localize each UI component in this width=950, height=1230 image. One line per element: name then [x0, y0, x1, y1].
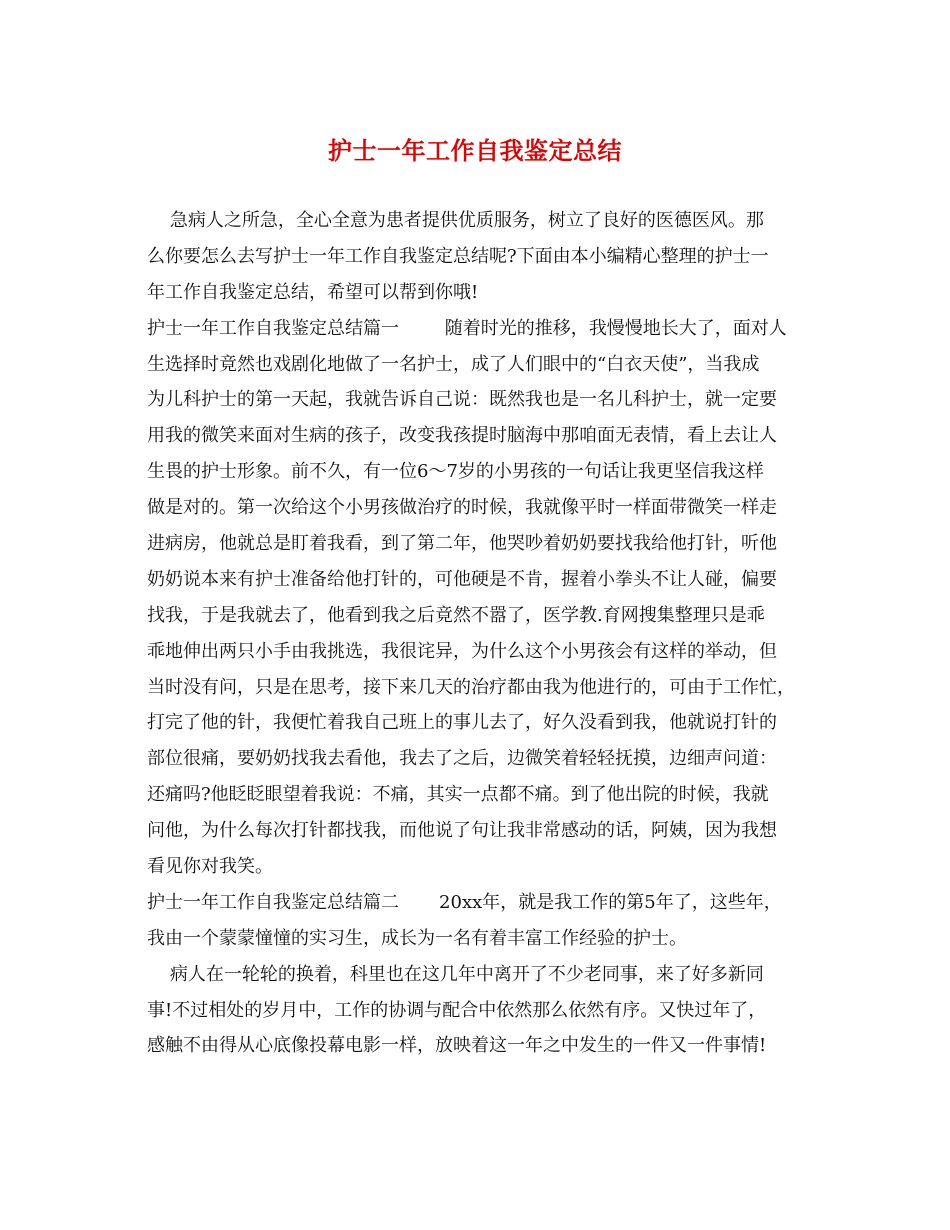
paragraph-line: 找我，于是我就去了，他看到我之后竟然不嚣了，医学教.育网搜集整理只是乖 — [147, 604, 765, 626]
paragraph-line: 为儿科护士的第一天起，我就告诉自己说：既然我也是一名儿科护士，就一定要 — [147, 389, 777, 411]
paragraph-line: 年工作自我鉴定总结，希望可以帮到你哦! — [147, 281, 479, 303]
document-title: 护士一年工作自我鉴定总结 — [328, 136, 622, 165]
paragraph-line: 问他，为什么每次打针都找我，而他说了句让我非常感动的话，阿姨，因为我想 — [147, 820, 777, 842]
section-heading-line: 护士一年工作自我鉴定总结篇二 20xx年，就是我工作的第5年了，这些年， — [147, 891, 782, 913]
paragraph-line: 生选择时竟然也戏剧化地做了一名护士，成了人们眼中的“白衣天使”，当我成 — [147, 353, 760, 375]
paragraph-line: 感触不由得从心底像投幕电影一样，放映着这一年之中发生的一件又一件事情! — [147, 1035, 767, 1057]
paragraph-line: 进病房，他就总是盯着我看，到了第二年，他哭吵着奶奶要找我给他打针，听他 — [147, 533, 777, 555]
paragraph-line: 做是对的。第一次给这个小男孩做治疗的时候，我就像平时一样面带微笑一样走 — [147, 497, 777, 519]
paragraph-line: 生畏的护士形象。前不久，有一位6～7岁的小男孩的一句话让我更坚信我这样 — [147, 461, 764, 483]
paragraph-line: 部位很痛，要奶奶找我去看他，我去了之后，边微笑着轻轻抚摸，边细声问道： — [147, 748, 777, 770]
paragraph-line: 奶奶说本来有护士准备给他打针的，可他硬是不肯，握着小拳头不让人碰，偏要 — [147, 568, 777, 590]
paragraph-line: 还痛吗?他眨眨眼望着我说：不痛，其实一点都不痛。到了他出院的时候，我就 — [147, 784, 769, 806]
paragraph-line: 看见你对我笑。 — [147, 856, 273, 878]
section-heading-line: 护士一年工作自我鉴定总结篇一 随着时光的推移，我慢慢地长大了，面对人 — [147, 317, 787, 339]
paragraph-line: 么你要怎么去写护士一年工作自我鉴定总结呢?下面由本小编精心整理的护士一 — [147, 245, 769, 267]
paragraph-line: 我由一个蒙蒙憧憧的实习生，成长为一名有着丰富工作经验的护士。 — [147, 927, 687, 949]
paragraph-line: 打完了他的针，我便忙着我自己班上的事儿去了，好久没看到我，他就说打针的 — [147, 712, 777, 734]
paragraph-line: 病人在一轮轮的换着，科里也在这几年中离开了不少老同事，来了好多新同 — [147, 963, 764, 985]
paragraph-line: 用我的微笑来面对生病的孩子，改变我孩提时脑海中那咱面无表情，看上去让人 — [147, 425, 777, 447]
document-body — [147, 203, 807, 1064]
paragraph-line: 当时没有问，只是在思考，接下来几天的治疗都由我为他进行的，可由于工作忙， — [147, 676, 795, 698]
paragraph-line: 急病人之所急，全心全意为患者提供优质服务，树立了良好的医德医风。那 — [147, 210, 764, 231]
paragraph-line: 乖地伸出两只小手由我挑选，我很诧异，为什么这个小男孩会有这样的举动，但 — [147, 640, 777, 662]
paragraph-line: 事!不过相处的岁月中，工作的协调与配合中依然那么依然有序。又快过年了， — [147, 999, 767, 1021]
